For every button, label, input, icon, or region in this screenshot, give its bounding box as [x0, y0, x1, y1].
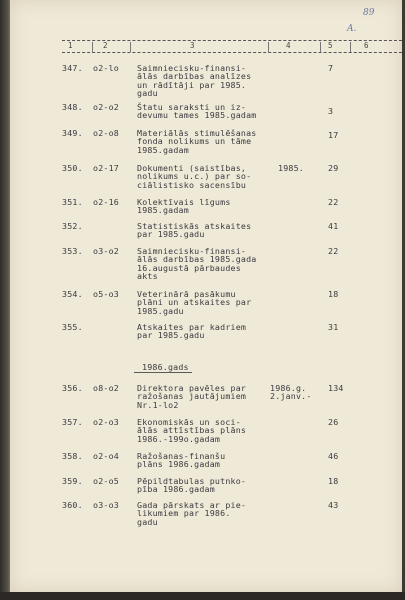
entry-pages: 31 [328, 322, 339, 332]
entry-title: Kolektīvais līgums 1985.gadam [137, 197, 231, 216]
archive-inventory-page [10, 0, 402, 592]
entry-pages: 3 [328, 106, 334, 116]
entry-number: 351. [62, 197, 83, 207]
column-number-2: 2 [103, 41, 108, 50]
page-bottom-edge [0, 592, 405, 600]
entry-pages: 18 [328, 289, 339, 299]
header-divider [350, 42, 351, 52]
entry-index: o2-17 [93, 163, 119, 173]
entry-index: o2-o3 [93, 417, 119, 427]
entry-pages: 22 [328, 197, 339, 207]
entry-title: Statistiskās atskaites par 1985.gadu [137, 221, 252, 240]
year-heading-underline [134, 372, 192, 373]
column-number-5: 5 [328, 41, 333, 50]
entry-title: Štatu saraksti un iz- devumu tames 1985.gadam [137, 102, 257, 121]
entry-pages: 29 [328, 163, 339, 173]
entry-index: o2-o5 [93, 476, 119, 486]
entry-index: o2-lo [93, 63, 119, 73]
entry-pages: 18 [328, 476, 339, 486]
header-divider [320, 42, 321, 52]
entry-pages: 134 [328, 383, 344, 393]
entry-title: Ražošanas-finanšu plāns 1986.gadam [137, 451, 226, 470]
entry-number: 347. [62, 63, 83, 73]
entry-pages: 26 [328, 417, 339, 427]
entry-index: o2-16 [93, 197, 119, 207]
column-number-3: 3 [190, 41, 195, 50]
entry-title: Gada pārskats ar pie- likumiem par 1986. gadu [137, 500, 247, 527]
entry-number: 360. [62, 500, 83, 510]
entry-title: Saimniecisku-finansi- ālās darbības analīzes un rādītāji par 1985. gadu [137, 63, 252, 99]
entry-index: o3-o3 [93, 500, 119, 510]
entry-index: o8-o2 [93, 383, 119, 393]
entry-date: 1985. [278, 163, 304, 173]
header-divider [130, 42, 131, 52]
entry-pages: 22 [328, 246, 339, 256]
header-divider [268, 42, 269, 52]
entry-number: 350. [62, 163, 83, 173]
entry-index: o2-o8 [93, 128, 119, 138]
page-number: 89 [363, 8, 375, 18]
entry-title: Dokumenti (saistības, nolikums u.c.) par so- ciālistisko sacensību [137, 163, 252, 190]
entry-title: Atskaites par kadriem par 1985.gadu [137, 322, 247, 341]
entry-number: 358. [62, 451, 83, 461]
corner-mark: A. [347, 24, 357, 34]
header-top-rule [62, 40, 402, 41]
entry-number: 356. [62, 383, 83, 393]
entry-pages: 41 [328, 221, 339, 231]
entry-number: 357. [62, 417, 83, 427]
entry-pages: 43 [328, 500, 339, 510]
entry-index: o5-o3 [93, 289, 119, 299]
entry-title: Direktora pavēles par ražošanas jautājumiem Nr.1-lo2 [137, 383, 247, 410]
column-number-1: 1 [68, 41, 73, 50]
entry-index: o3-o2 [93, 246, 119, 256]
entry-title: Veterinārā pasākumu plāni un atskaites par 1985.gadu [137, 289, 252, 316]
entry-title: Pēpildtabulas putnko- pība 1986.gadam [137, 476, 247, 495]
entry-title: Ekonomiskās un soci- ālās attīstības plāns 1986.-199o.gadam [137, 417, 247, 444]
entry-number: 354. [62, 289, 83, 299]
entry-number: 349. [62, 128, 83, 138]
header-divider [92, 42, 93, 52]
entry-number: 359. [62, 476, 83, 486]
column-number-6: 6 [364, 41, 369, 50]
entry-number: 353. [62, 246, 83, 256]
header-bottom-rule [62, 52, 402, 53]
entry-index: o2-o2 [93, 102, 119, 112]
entry-date: 1986.g. 2.janv.- [270, 383, 312, 402]
entry-pages: 46 [328, 451, 339, 461]
column-number-4: 4 [286, 41, 291, 50]
entry-index: o2-o4 [93, 451, 119, 461]
entry-number: 348. [62, 102, 83, 112]
entry-title: Saimniecisku-finansi- ālās darbības 1985.gada 16.augustā pārbaudes akts [137, 246, 257, 282]
entry-number: 352. [62, 221, 83, 231]
entry-pages: 7 [328, 63, 334, 73]
year-heading: 1986.gads [142, 362, 189, 372]
entry-pages: 17 [328, 130, 339, 140]
entry-title: Materiālās stimulēšanas fonda nolikums un tāme 1985.gadam [137, 128, 257, 155]
entry-number: 355. [62, 322, 83, 332]
